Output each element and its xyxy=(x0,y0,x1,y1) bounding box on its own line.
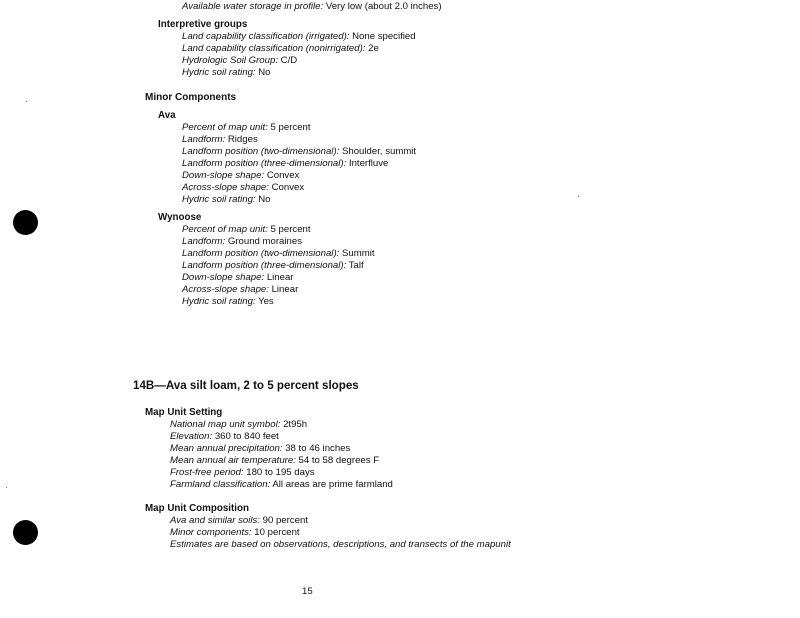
field-value: 5 percent xyxy=(270,224,311,235)
field-label: Percent of map unit: xyxy=(182,224,268,235)
setting-item xyxy=(170,443,350,455)
field-value: No xyxy=(258,194,271,205)
field-label: Elevation: xyxy=(170,431,213,442)
field-value: Very low (about 2.0 inches) xyxy=(325,1,442,12)
field-label: Mean annual air temperature: xyxy=(170,455,296,466)
setting-item xyxy=(170,467,315,479)
setting-item xyxy=(170,455,379,467)
field-value: 2t95h xyxy=(283,419,308,430)
field-value: C/D xyxy=(280,55,298,66)
field-label: Hydrologic Soil Group: xyxy=(182,55,278,66)
field-value: Ridges xyxy=(227,134,258,145)
field-label: Across-slope shape: xyxy=(182,284,269,295)
component-item xyxy=(182,194,271,206)
component-item xyxy=(182,182,304,194)
field-label: Hydric soil rating: xyxy=(182,194,256,205)
map-unit-title: 14B—Ava silt loam, 2 to 5 percent slopes xyxy=(133,379,359,392)
field-value: 360 to 840 feet xyxy=(214,431,279,442)
field-label: Ava and similar soils: xyxy=(170,515,260,526)
component-item xyxy=(182,272,293,284)
field-value: Summit xyxy=(341,248,375,259)
component-item xyxy=(182,122,311,134)
profile-water-storage xyxy=(182,1,442,13)
field-value: Linear xyxy=(271,284,299,295)
field-value: 54 to 58 degrees F xyxy=(298,455,380,466)
interpretive-item xyxy=(182,55,297,67)
field-value: Ground moraines xyxy=(227,236,302,247)
interpretive-groups-heading: Interpretive groups xyxy=(158,19,248,30)
field-label: Landform position (two-dimensional): xyxy=(182,248,340,259)
interpretive-item xyxy=(182,31,416,43)
interpretive-item xyxy=(182,43,379,55)
field-label: Farmland classification: xyxy=(170,479,271,490)
setting-item xyxy=(170,419,307,431)
component-item xyxy=(182,296,274,308)
field-value: Talf xyxy=(348,260,364,271)
component-item xyxy=(182,158,388,170)
setting-item xyxy=(170,479,393,491)
field-label: Available water storage in profile: xyxy=(182,1,324,12)
field-label: Hydric soil rating: xyxy=(182,296,256,307)
field-value: 90 percent xyxy=(262,515,308,526)
component-item xyxy=(182,248,375,260)
composition-note: Estimates are based on observations, descriptions, and transects of the mapunit xyxy=(170,539,511,550)
field-value: 10 percent xyxy=(254,527,300,538)
map-unit-composition-heading: Map Unit Composition xyxy=(145,503,249,514)
composition-item xyxy=(170,527,300,539)
scan-speck xyxy=(26,101,27,102)
field-label: Landform position (three-dimensional): xyxy=(182,260,347,271)
component-item xyxy=(182,284,298,296)
field-value: Convex xyxy=(271,182,305,193)
field-label: Down-slope shape: xyxy=(182,272,265,283)
field-value: 5 percent xyxy=(270,122,311,133)
field-value: No xyxy=(258,67,271,78)
setting-item xyxy=(170,431,279,443)
component-item xyxy=(182,134,258,146)
field-value: Interfluve xyxy=(348,158,389,169)
field-label: Mean annual precipitation: xyxy=(170,443,283,454)
field-label: Landform: xyxy=(182,134,226,145)
minor-components-heading: Minor Components xyxy=(145,92,237,103)
binder-hole-top xyxy=(13,210,38,235)
field-label: Landform position (two-dimensional): xyxy=(182,146,340,157)
field-value: 180 to 195 days xyxy=(246,467,315,478)
field-value: 2e xyxy=(368,43,379,54)
component-name-wynoose: Wynoose xyxy=(158,212,202,223)
component-item xyxy=(182,260,364,272)
component-item xyxy=(182,146,416,158)
component-item xyxy=(182,224,311,236)
field-value: 38 to 46 inches xyxy=(285,443,351,454)
field-label: Across-slope shape: xyxy=(182,182,269,193)
page-number: 15 xyxy=(302,586,313,597)
field-value: All areas are prime farmland xyxy=(272,479,393,490)
scan-speck xyxy=(578,196,579,197)
field-label: Land capability classification (nonirrigated): xyxy=(182,43,366,54)
composition-item xyxy=(170,515,308,527)
field-label: Minor components: xyxy=(170,527,252,538)
component-name-ava: Ava xyxy=(158,110,176,121)
field-label: Landform: xyxy=(182,236,226,247)
field-value: Linear xyxy=(266,272,294,283)
field-value: None specified xyxy=(352,31,416,42)
component-item xyxy=(182,236,302,248)
field-label: Land capability classification (irrigated): xyxy=(182,31,350,42)
interpretive-item xyxy=(182,67,271,79)
field-value: Convex xyxy=(266,170,300,181)
binder-hole-bottom xyxy=(13,520,38,545)
field-value: Shoulder, summit xyxy=(341,146,417,157)
map-unit-setting-heading: Map Unit Setting xyxy=(145,407,223,418)
field-label: Down-slope shape: xyxy=(182,170,265,181)
field-label: Landform position (three-dimensional): xyxy=(182,158,347,169)
field-label: Frost-free period: xyxy=(170,467,244,478)
field-value: Yes xyxy=(258,296,274,307)
component-item xyxy=(182,170,299,182)
scan-speck xyxy=(6,487,7,488)
field-label: Hydric soil rating: xyxy=(182,67,256,78)
field-label: Percent of map unit: xyxy=(182,122,268,133)
field-label: National map unit symbol: xyxy=(170,419,281,430)
